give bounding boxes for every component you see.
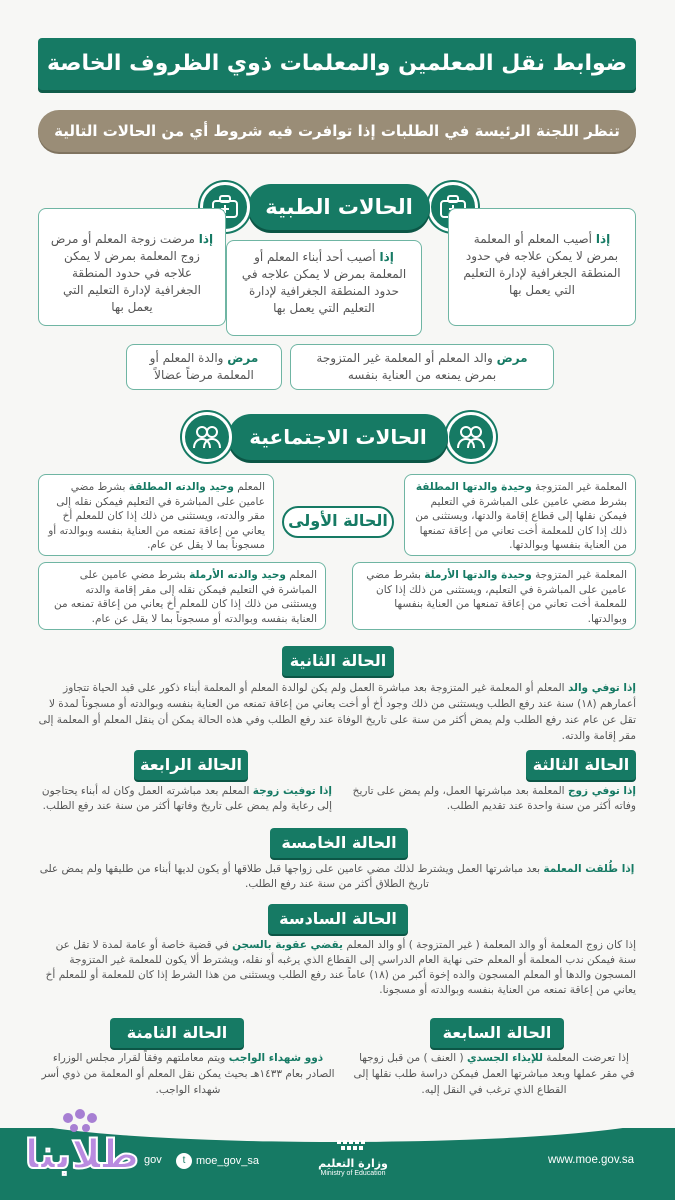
- keyword: إذا توفي والد: [567, 682, 636, 694]
- box-text: بشرط مضي عامين على المباشرة في التعليم فيمكن نقله إلى مقر والدته، ويستثنى من ذلك إذا كان للمعلم أخ يعاني من إعاقة تمنعه من العناية بنفسه وبوالدته أو مسجوناً بما لا يقل عن عام.: [48, 481, 265, 551]
- keyword: إذا: [595, 232, 611, 246]
- case2-label: الحالة الثانية: [282, 646, 394, 676]
- keyword: مرض: [227, 351, 259, 365]
- ministry-name-en: Ministry of Education: [320, 1170, 386, 1177]
- box-text: بشرط مضي عامين على المباشرة في التعليم، ويستثنى من ذلك إذا كان للمعلمة أخت تعاني من إعاقة تمنعها من العناية بنفسها وبوالدتها.: [366, 569, 627, 625]
- para-text: في قضية خاصة أو عامة لمدة لا تقل عن سنة فيمكن ندب المعلمة أو المعلم حتى نهاية العام الدراسي إلى القطاع الذي يرغبه أو نقله، ويشترط ألا يكون للمعلمة غير المتزوجة المسجون والدها أو المعلم المسجون والده إخوة أكبر من (١٨) عاماً عند رفع الطلب ويستثنى من هذا الشرط إذا كان للمعلمة أو للمعلم أخ يعاني من إعاقة تمنعه من العناية بنفسه وبوالدته أو مسجونا.: [45, 939, 636, 996]
- gov-text: gov: [144, 1154, 162, 1166]
- case3-label: الحالة الثالثة: [526, 750, 636, 780]
- box-text: أصيب أحد أبناء المعلم أو المعلمة بمرض لا يمكن علاجه في حدود المنطقة الجغرافية لإدارة التعليم التي يعمل بها: [241, 250, 407, 315]
- keyword: ذوو شهداء الواجب: [228, 1052, 324, 1064]
- para-text: بعد مباشرتها العمل ويشترط لذلك مضي عامين على زواجها قبل طلاقها أو يكون لديها أبناء من طليقها ولم يمض على تاريخ الطلاق أكثر من سنة عند رفع الطلب.: [39, 863, 544, 890]
- para-text: المعلم أو المعلمة غير المتزوجة بعد مباشرة العمل ولم يكن لوالدة المعلم أو المعلمة أبناء ذكور على قيد الحياة تتجاوز أعمارهم (١٨) سنة عند رفع الطلب ويستثنى من ذلك وجود أخ أو أخت يعاني من إعاقة تمنعه من العناية بنفسه وبوالدته أو مسجوناً لمدة لا تقل عن عام عند رفع الطلب ولم يمض أكثر من سنة على تاريخ الوفاة عند رفع الطلب وفي هذه الحالة يمكن أن ينقل المعلم أو المعلمة إلى مقر إقامة والدته.: [38, 682, 636, 742]
- keyword: وحيدة والدتها المطلقة: [415, 481, 532, 493]
- case8-text: [38, 1050, 338, 1098]
- medical-box-teacher: [448, 208, 636, 326]
- case4-label: الحالة الرابعة: [134, 750, 248, 780]
- box-pre: المعلمة غير المتزوجة: [531, 481, 627, 493]
- ministry-book-icon: [333, 1139, 373, 1153]
- box-text: بشرط مضي عامين على المباشرة في التعليم فيمكن نقله إلى مقر إقامة والدته ويستثنى من ذلك إذا كان للمعلم أخ يعاني من إعاقة تمنعه من العناية بنفسه وبوالدته أو مسجوناً بما لا يقل عن عام.: [53, 569, 317, 625]
- box-text: بشرط مضي عامين على المباشرة في التعليم فيمكن نقلها إلى قطاع إقامة والدتها، ويستثنى من ذلك إذا كان للمعلمة أخت تعاني من إعاقة تمنعها من العناية بنفسها وبوالدتها.: [415, 495, 627, 551]
- medical-box-mother: [126, 344, 282, 390]
- case1-box-daughter-divorced: [404, 474, 636, 556]
- watermark-text: طلابنا: [24, 1132, 140, 1178]
- case1-box-daughter-widowed: [352, 562, 636, 630]
- case3-text: [340, 784, 636, 814]
- keyword: إذا: [379, 250, 394, 264]
- intro-banner: تنظر اللجنة الرئيسة في الطلبات إذا توافرت فيه شروط أي من الحالات التالية: [38, 110, 636, 152]
- ministry-name-ar: وزارة التعليم: [318, 1157, 388, 1170]
- keyword: إذا توفيت زوجة: [252, 785, 332, 797]
- keyword: وحيد والدته الأرملة: [189, 569, 286, 581]
- box-text: والدة المعلم أو المعلمة مرضاً عضالاً: [149, 351, 254, 382]
- box-pre: المعلمة غير المتزوجة: [531, 569, 627, 581]
- box-text: أصيب المعلم أو المعلمة بمرض لا يمكن علاجه في حدود المنطقة الجغرافية لإدارة التعليم التي يعمل بها: [463, 232, 621, 297]
- keyword: إذا طُلقت المعلمة: [543, 863, 635, 875]
- case6-label: الحالة السادسة: [268, 904, 408, 934]
- twitter-handle: moe_gov_sa: [196, 1154, 259, 1167]
- website-link[interactable]: www.moe.gov.sa: [548, 1154, 635, 1166]
- box-text: مرضت زوجة المعلم أو مرض زوج المعلمة بمرض لا يمكن علاجه في حدود المنطقة الجغرافية لإدارة التعليم التي يعمل بها: [50, 232, 201, 314]
- medical-box-child: [226, 240, 422, 336]
- para-pre: إذا تعرضت المعلمة: [542, 1052, 629, 1064]
- case5-text: [38, 862, 636, 892]
- case1-label: الحالة الأولى: [282, 506, 394, 538]
- case7-label: الحالة السابعة: [430, 1018, 564, 1048]
- case7-text: [352, 1050, 636, 1098]
- case2-text: [38, 680, 636, 744]
- talabna-watermark: [18, 1106, 146, 1190]
- keyword: يقضي عقوبة بالسجن: [232, 939, 343, 951]
- keyword: إذا توفي زوج: [567, 785, 636, 797]
- case6-text: [38, 938, 636, 998]
- social-icon-left: [182, 412, 232, 462]
- box-pre: المعلم: [233, 481, 265, 493]
- twitter-link[interactable]: [176, 1153, 259, 1169]
- para-text: ( العنف ) من قبل زوجها في مقر عملها وبعد مباشرتها العمل فيمكن دراسة طلب نقلها إلى القطاع الذي ترغب في النقل إليه.: [353, 1052, 635, 1096]
- social-heading: الحالات الاجتماعية: [228, 414, 448, 460]
- case1-box-son-widowed: [38, 562, 326, 630]
- box-pre: المعلم: [285, 569, 317, 581]
- medical-box-father: [290, 344, 554, 390]
- case4-text: [38, 784, 332, 814]
- box-text: والد المعلم أو المعلمة غير المتزوجة بمرض يمنعه من العناية بنفسه: [316, 351, 497, 382]
- keyword: للإيذاء الجسدي: [466, 1052, 543, 1064]
- para-pre: إذا كان زوج المعلمة أو والد المعلمة ( غير المتزوجة ) أو والد المعلم: [343, 939, 636, 951]
- case5-label: الحالة الخامسة: [270, 828, 408, 858]
- ministry-logo: [318, 1138, 388, 1177]
- page-title: ضوابط نقل المعلمين والمعلمات ذوي الظروف الخاصة: [38, 38, 636, 90]
- keyword: وحيد والدته المطلقة: [128, 481, 234, 493]
- medical-heading: الحالات الطبية: [248, 184, 430, 230]
- keyword: إذا: [198, 232, 214, 246]
- case8-label: الحالة الثامنة: [110, 1018, 244, 1048]
- para-text: المعلمة بعد مباشرتها العمل، ولم يمض على تاريخ وفاته أكثر من سنة واحدة عند تقديم الطلب.: [352, 785, 636, 812]
- para-text: ويتم معاملتهم وفقاً لقرار مجلس الوزراء الصادر بعام ١٤٣٣هـ بحيث يمكن نقل المعلم أو المعلمة من ذوي أسر شهداء الواجب.: [41, 1052, 335, 1096]
- keyword: مرض: [496, 351, 528, 365]
- social-icon-right: [446, 412, 496, 462]
- para-text: المعلم بعد مباشرته العمل وكان له أبناء يحتاجون إلى رعاية ولم يمض على تاريخ وفاتها أكثر من سنة عند رفع الطلب.: [41, 785, 332, 812]
- keyword: وحيدة والدتها الأرملة: [424, 569, 532, 581]
- twitter-icon: t: [176, 1153, 192, 1169]
- medical-box-spouse: [38, 208, 226, 326]
- case1-box-son-divorced: [38, 474, 274, 556]
